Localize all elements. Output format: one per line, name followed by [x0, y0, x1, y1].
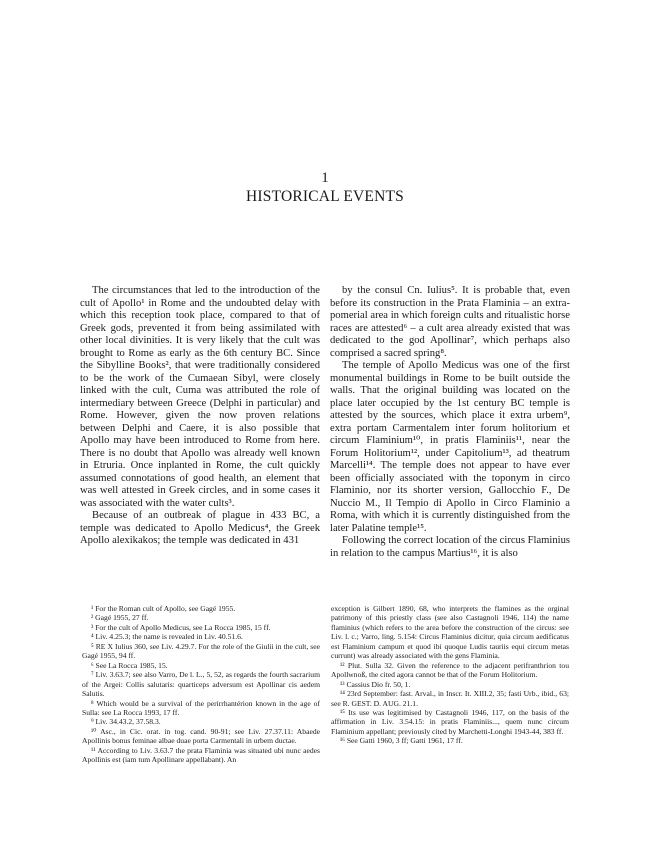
paragraph: Because of an outbreak of plague in 433 BC, a temple was dedicated to Apollo Medicus⁴, the Greek Apollo alexikakos; the temple was dedicated in 431: [80, 510, 320, 546]
footnotes-column-left: [82, 604, 320, 765]
footnote: ² Gagé 1955, 27 ff.: [91, 613, 149, 623]
footnote-continuation: exception is Gilbert 1890, 68, who interprets the flamines as the orginal patrimony of this priestly class (see also Castagnoli 1946, 114) the name flaminius (which refers to the area before the construction of the circus: see Liv. l. c.; Varro, ling. 5.154: Circus Flaminius dicitur, quia circum aedificatus est Flaminium campum et quod ibi quoque Ludis tauriis equi circum metas currunt) was already associated with the gens Flaminia.: [331, 604, 569, 661]
paragraph: The circumstances that led to the introduction of the cult of Apollo¹ in Rome and the undoubted delay with which this reception took place, compared to that of Greek gods, prevented it from being assimilated with other local divinities. It is very likely that the cult was brought to Rome as early as the 6th century BC. Since the Sibylline Books², that were traditionally considered to be the work of the Cumaean Sibyl, were closely linked with the cult, Cuma was attributed the role of intermediary between Greece (Delphi in particular) and Rome. However, given the now proven relations between Delphi and Caere, it is also possible that Apollo may have been introduced to Rome from here. There is no doubt that Apollo was already well known in Etruria. Once inplanted in Rome, the cult quickly assumed connotations of good health, an element that was well attested in Greek circles, and in some cases it was associated with the water cults³.: [80, 285, 320, 509]
footnote: ⁵ RE X Iulius 360, see Liv. 4.29.7. For the role of the Giulii in the cult, see Gagé 1955, 94 ff.: [82, 641, 320, 661]
paragraph: The temple of Apollo Medicus was one of the first monumental buildings in Rome to be built outside the walls. That the original building was located on the place later occupied by the 1st century BC temple is attested by the sources, which place it extra urbem⁹, extra portam Carmentalem inter forum holitorium et circum Flaminium¹⁰, in pratis Flaminiis¹¹, near the Forum Holitorium¹², under Capitolium¹³, ad theatrum Marcelli¹⁴. The temple does not appear to have ever been officially associated with the toponym in circo Flaminio, nor its shorter version, Gallocchio F., De Nuccio M., Il Tempio di Apollo in Circo Flaminio a Roma, with which it is currently distinguished from the later Palatine temple¹⁵.: [330, 360, 570, 534]
chapter-title: HISTORICAL EVENTS: [246, 188, 404, 205]
footnote: ⁹ Liv. 34.43.2, 37.58.3.: [91, 717, 161, 727]
footnotes-column-right: [331, 604, 569, 746]
footnote: ¹⁵ Its use was legitimised by Castagnoli 1946, 117, on the basis of the affirmation in Liv. 3.54.15: in pratis Flaminiis..., quem nunc circum Flaminium appellant; previously cited by Marchetti-Longhi 1943-44, 383 ff.: [331, 707, 569, 736]
paragraph: by the consul Cn. Iulius⁵. It is probable that, even before its construction in the Prata Flaminia – an extra-pomerial area in which foreign cults and ritualistic horse races are attested⁶ – a cult area already existed that was dedicated to the god Apollinar⁷, which perhaps also comprised a sacred spring⁸.: [330, 285, 570, 359]
footnote: ¹² Plut. Sulla 32. Given the reference to the adjacent perifranthrion tou Apollwnoß, the cited agora cannot be that of the Forum Holitorium.: [331, 660, 569, 680]
footnote: ¹ For the Roman cult of Apollo, see Gagé 1955.: [91, 604, 236, 613]
footnote: ³ For the cult of Apollo Medicus, see La Rocca 1985, 15 ff.: [91, 622, 271, 632]
footnote: ¹³ Cassius Dio fr. 50, 1.: [340, 679, 411, 689]
chapter-number: 1: [321, 170, 329, 186]
footnote: ⁷ Liv. 3.63.7; see also Varro, De l. L., 5, 52, as regards the fourth sacrarium of the Argei: Collis salutaris: quarticeps adversum est Apollinar cis aedem Salutis.: [82, 670, 320, 699]
footnote: ¹⁶ See Gatti 1960, 3 ff; Gatti 1961, 17 ff.: [340, 736, 463, 746]
footnote: ⁴ Liv. 4.25.3; the name is revealed in Liv. 40.51.6.: [91, 632, 243, 642]
footnote: ⁶ See La Rocca 1985, 15.: [91, 660, 168, 670]
footnote: ¹¹ According to Liv. 3.63.7 the prata Flaminia was situated ubi nunc aedes Apollinis est (iam tum Apollinare appellabant). An: [82, 745, 320, 765]
footnote: ¹⁴ 23rd September: fast. Arval., in Inscr. It. XIII.2, 35; fasti Urb., ibid., 63; see R. GEST. D. AUG. 21.1.: [331, 689, 569, 708]
body-column-right: [330, 285, 570, 560]
paragraph: Following the correct location of the circus Flaminius in relation to the campus Martius¹⁶, it is also: [330, 535, 571, 559]
footnote: ⁸ Which would be a survival of the perirrhantérion known in the age of Sulla: see La Rocca 1993, 17 ff.: [82, 698, 320, 717]
footnote: ¹⁰ Asc., in Cic. orat. in tog. cand. 90-91; see Liv. 27.37.11: Abaede Apollinis bonus feminae albae duae porta Carmentali in urbem ductae.: [82, 726, 320, 746]
body-column-left: [80, 285, 320, 548]
